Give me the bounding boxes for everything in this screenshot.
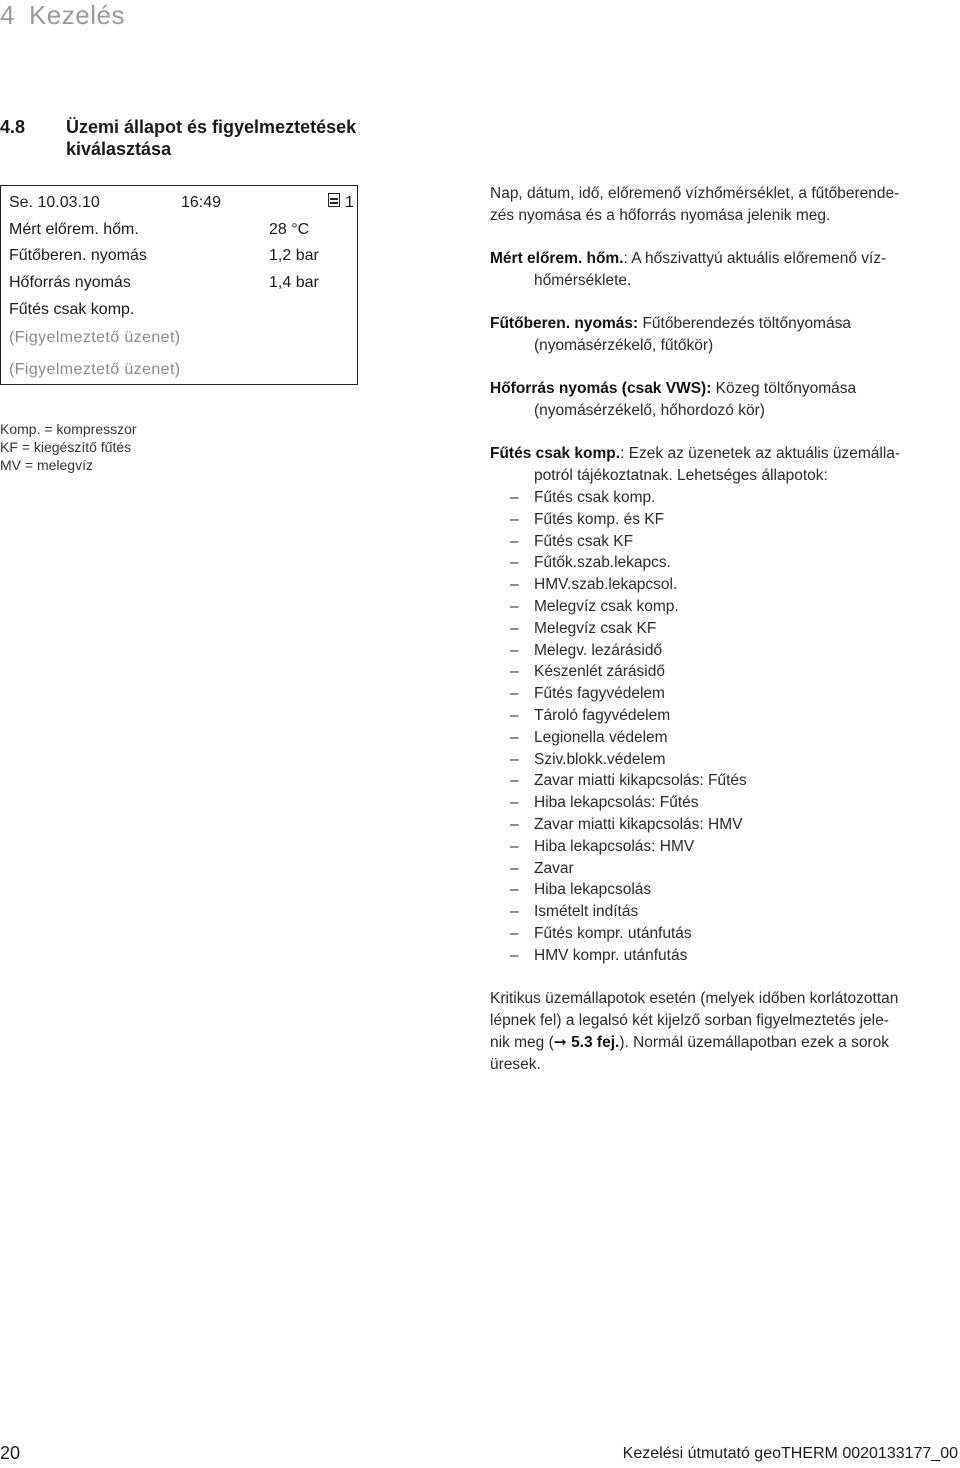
status-item [490,509,958,531]
display-status: Fűtés csak komp. [9,301,135,318]
display-row-value: 1,4 bar [269,274,319,291]
arrow-icon: ➞ [553,1033,567,1051]
flow-temp-paragraph: Mért előrem. hőm.: A hőszivattyú aktuális előremenő víz- hőmérséklete. [490,250,887,289]
dash-bullet: – [510,641,519,659]
display-row-label: Mért előrem. hőm. [9,221,139,238]
status-item [490,683,958,705]
display-row-value: 28 °C [269,221,310,238]
status-item [490,770,958,792]
status-item [490,792,958,814]
status-paragraph: Fűtés csak komp.: Ezek az üzenetek az aktuális üzemálla- potról tájékoztatnak. Lehetséges állapotok: [490,445,901,484]
page-number: 20 [0,1443,21,1463]
display-row-label: Fűtőberen. nyomás [9,247,147,264]
display-warning-2: (Figyelmeztető üzenet) [9,361,181,378]
status-item [490,705,958,727]
dash-bullet: – [510,946,519,964]
dash-bullet: – [510,706,519,724]
status-item [490,749,958,771]
status-item-label: Készenlét zárásidő [534,663,665,681]
status-item [490,879,958,901]
status-item-label: Fűtés csak KF [534,532,634,550]
status-item-label: Sziv.blokk.védelem [534,750,666,768]
status-item [490,574,958,596]
source-pressure-term: Hőforrás nyomás (csak VWS): [490,380,712,397]
chapter-number: 4 [0,0,15,30]
status-item [490,923,958,945]
status-item-label: Hiba lekapcsolás: Fűtés [534,794,699,812]
dash-bullet: – [510,728,519,746]
description-column [490,183,958,1097]
display-row-label: Hőforrás nyomás [9,274,131,291]
display-time: 16:49 [181,194,222,211]
status-item-label: Tároló fagyvédelem [534,706,671,724]
status-item-label: Fűtők.szab.lekapcs. [534,554,671,572]
dash-bullet: – [510,663,519,681]
status-list [490,487,958,967]
status-item [490,596,958,618]
section-heading: Üzemi állapot és figyelmeztetések kiválasztása [66,117,357,159]
dash-bullet: – [510,576,519,594]
status-item-label: Fűtés komp. és KF [534,510,665,528]
status-item [490,901,958,923]
status-item [490,814,958,836]
dash-bullet: – [510,510,519,528]
status-item-label: Ismételt indítás [534,903,639,921]
intro-paragraph: Nap, dátum, idő, előremenő vízhőmérséklet, a fűtőberende- zés nyomása és a hőforrás nyomása jelenik meg. [490,185,900,224]
status-item [490,552,958,574]
status-item-label: Melegv. lezárásidő [534,641,663,659]
legend-item: KF = kiegészítő fűtés [0,439,132,455]
heating-pressure-term: Fűtőberen. nyomás: [490,315,639,332]
status-item-label: Melegvíz csak komp. [534,597,679,615]
dash-bullet: – [510,837,519,855]
flow-temp-term: Mért előrem. hőm. [490,250,624,267]
status-item-label: Legionella védelem [534,728,668,746]
status-item [490,858,958,880]
status-item [490,836,958,858]
dash-bullet: – [510,619,519,637]
dash-bullet: – [510,772,519,790]
dash-bullet: – [510,532,519,550]
status-item-label: Fűtés csak komp. [534,489,656,506]
dash-bullet: – [510,794,519,812]
display-menu-number: 1 [345,194,354,211]
display-row-value: 1,2 bar [269,247,319,264]
legend-item: Komp. = kompresszor [0,421,137,437]
legend-item: MV = melegvíz [0,457,93,473]
status-item [490,618,958,640]
dash-bullet: – [510,815,519,833]
status-item-label: Melegvíz csak KF [534,619,657,637]
chapter-title: Kezelés [28,0,125,30]
status-item-label: Hiba lekapcsolás [534,881,652,899]
status-item-label: HMV kompr. utánfutás [534,946,688,964]
document-title: Kezelési útmutató geoTHERM 0020133177_00 [622,1445,958,1462]
dash-bullet: – [510,881,519,899]
dash-bullet: – [510,554,519,572]
status-item-label: Fűtés kompr. utánfutás [534,924,692,942]
status-item-label: Fűtés fagyvédelem [534,685,665,703]
status-item [490,945,958,967]
dash-bullet: – [510,924,519,942]
source-pressure-paragraph: Hőforrás nyomás (csak VWS): Közeg töltőnyomása (nyomásérzékelő, hőhordozó kör) [490,380,857,419]
status-item [490,640,958,662]
dash-bullet: – [510,859,519,877]
status-item-label: HMV.szab.lekapcsol. [534,576,678,594]
critical-paragraph: Kritikus üzemállapotok esetén (melyek időben korlátozottan lépnek fel) a legalsó két kijelző sorban figyelmeztetés jele- nik meg (➞ 5.3 fej.). Normál üzemállapotban ezek a sorok üresek. [490,989,899,1073]
section-number: 4.8 [0,117,26,137]
display-warning-1: (Figyelmeztető üzenet) [9,329,181,346]
status-item [490,487,958,509]
status-item [490,531,958,553]
status-item-label: Zavar miatti kikapcsolás: HMV [534,815,743,833]
abbreviation-legend [0,420,137,474]
status-item-label: Hiba lekapcsolás: HMV [534,837,695,855]
status-item-label: Zavar [534,859,574,877]
chapter-reference[interactable]: 5.3 fej. [571,1033,620,1051]
dash-bullet: – [510,489,519,506]
status-item [490,661,958,683]
status-item [490,727,958,749]
status-item-label: Zavar miatti kikapcsolás: Fűtés [534,772,747,790]
dash-bullet: – [510,750,519,768]
heating-pressure-paragraph: Fűtőberen. nyomás: Fűtőberendezés töltőnyomása (nyomásérzékelő, fűtőkör) [490,315,851,354]
dash-bullet: – [510,597,519,615]
dash-bullet: – [510,685,519,703]
chapter-header [0,0,139,31]
dash-bullet: – [510,903,519,921]
status-term: Fűtés csak komp. [490,445,621,462]
display-panel [0,185,358,385]
menu-list-icon [328,193,340,207]
display-date: Se. 10.03.10 [9,194,100,211]
